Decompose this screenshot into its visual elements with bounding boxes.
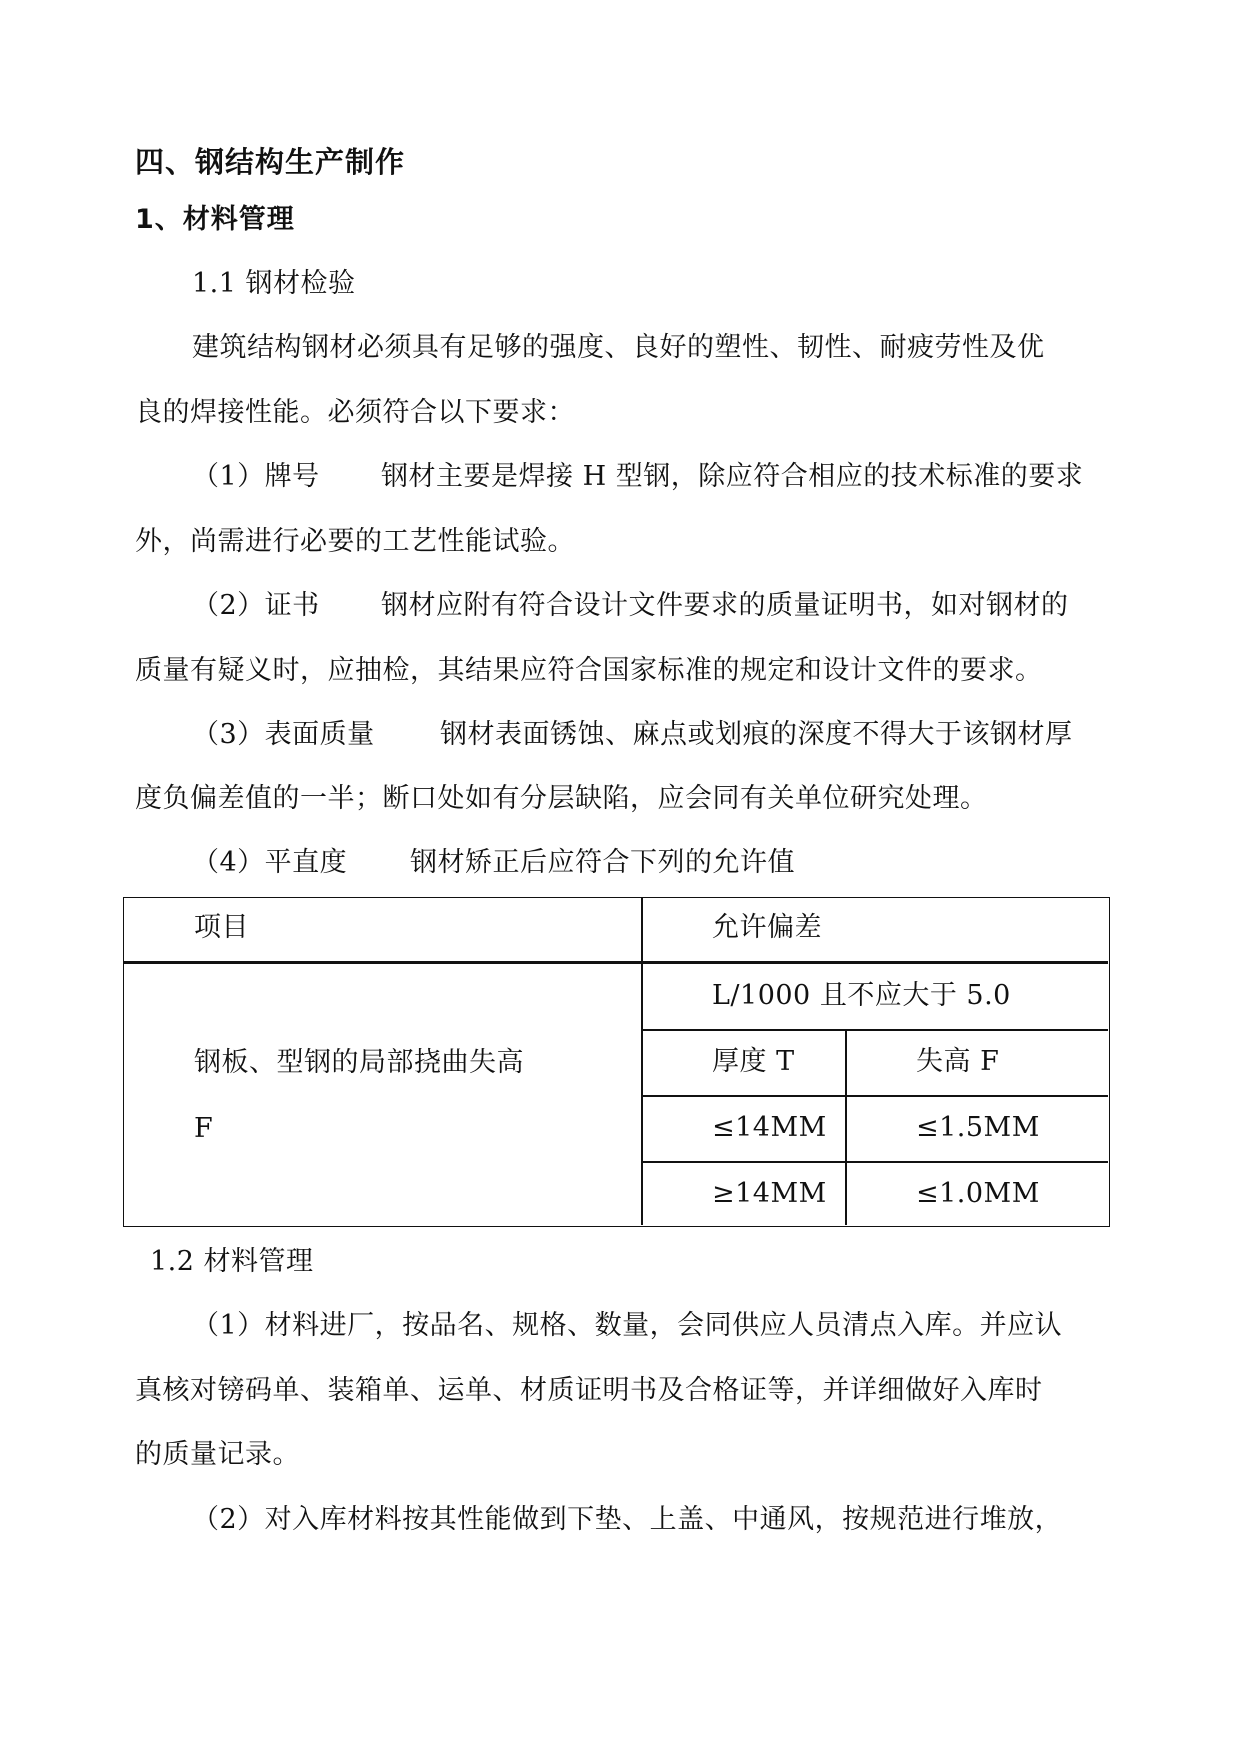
item3-line-2: 度负偏差值的一半；断口处如有分层缺陷，应会同有关单位研究处理。 bbox=[135, 783, 988, 814]
item4-text: 钢材矫正后应符合下列的允许值 bbox=[410, 847, 795, 878]
subsection-title: 1、材料管理 bbox=[135, 204, 295, 235]
table-row-label-line1: 钢板、型钢的局部挠曲失高 bbox=[194, 1047, 524, 1078]
item3-line-1 bbox=[192, 717, 1073, 753]
s12-p1-line-3: 的质量记录。 bbox=[135, 1439, 300, 1470]
table-col-divider bbox=[641, 898, 643, 1225]
item2-line-2: 质量有疑义时，应抽检，其结果应符合国家标准的规定和设计文件的要求。 bbox=[135, 655, 1043, 686]
intro-line-2: 良的焊接性能。必须符合以下要求： bbox=[135, 397, 575, 428]
table-row2-sag: ≤1.0MM bbox=[916, 1178, 1040, 1209]
item1-line-1 bbox=[192, 459, 1083, 495]
item1-label: （1）牌号 bbox=[192, 461, 320, 492]
item2-line-1 bbox=[192, 588, 1069, 624]
item4-line-1 bbox=[192, 845, 795, 881]
table-formula: L/1000 且不应大于 5.0 bbox=[712, 980, 1011, 1011]
table-subheader-sag: 失高 F bbox=[916, 1046, 1000, 1077]
table-subheader-thickness: 厚度 T bbox=[712, 1046, 795, 1077]
table-header-item: 项目 bbox=[194, 912, 249, 943]
item2-text: 钢材应附有符合设计文件要求的质量证明书，如对钢材的 bbox=[381, 590, 1069, 621]
table-row-label-line2: F bbox=[194, 1113, 214, 1144]
table-row1-sag: ≤1.5MM bbox=[916, 1112, 1040, 1143]
item1-text: 钢材主要是焊接 H 型钢，除应符合相应的技术标准的要求 bbox=[381, 461, 1084, 492]
heading-1-2: 1.2 材料管理 bbox=[150, 1246, 314, 1277]
table-header-allowance: 允许偏差 bbox=[712, 912, 822, 943]
item4-label: （4）平直度 bbox=[192, 847, 348, 878]
table-subcol-divider bbox=[845, 1029, 847, 1225]
s12-p2-line-1: （2）对入库材料按其性能做到下垫、上盖、中通风，按规范进行堆放， bbox=[192, 1504, 1063, 1535]
item3-text: 钢材表面锈蚀、麻点或划痕的深度不得大于该钢材厚 bbox=[440, 719, 1073, 750]
heading-1-1: 1.1 钢材检验 bbox=[192, 268, 356, 299]
table-rule-subheader bbox=[641, 1095, 1108, 1097]
item2-label: （2）证书 bbox=[192, 590, 320, 621]
table-row1-thickness: ≤14MM bbox=[712, 1112, 827, 1143]
section-title: 四、钢结构生产制作 bbox=[135, 145, 406, 179]
table-header-rule bbox=[124, 961, 1108, 964]
item1-line-2: 外，尚需进行必要的工艺性能试验。 bbox=[135, 526, 575, 557]
table-row2-thickness: ≥14MM bbox=[712, 1178, 827, 1209]
table-rule-formula bbox=[641, 1029, 1108, 1031]
table-rule-row1 bbox=[641, 1161, 1108, 1163]
item3-label: （3）表面质量 bbox=[192, 719, 375, 750]
s12-p1-line-2: 真核对镑码单、装箱单、运单、材质证明书及合格证等，并详细做好入库时 bbox=[135, 1375, 1043, 1406]
tolerance-table bbox=[123, 897, 1110, 1227]
s12-p1-line-1: （1）材料进厂，按品名、规格、数量，会同供应人员清点入库。并应认 bbox=[192, 1310, 1063, 1341]
intro-line-1: 建筑结构钢材必须具有足够的强度、良好的塑性、韧性、耐疲劳性及优 bbox=[192, 332, 1045, 363]
